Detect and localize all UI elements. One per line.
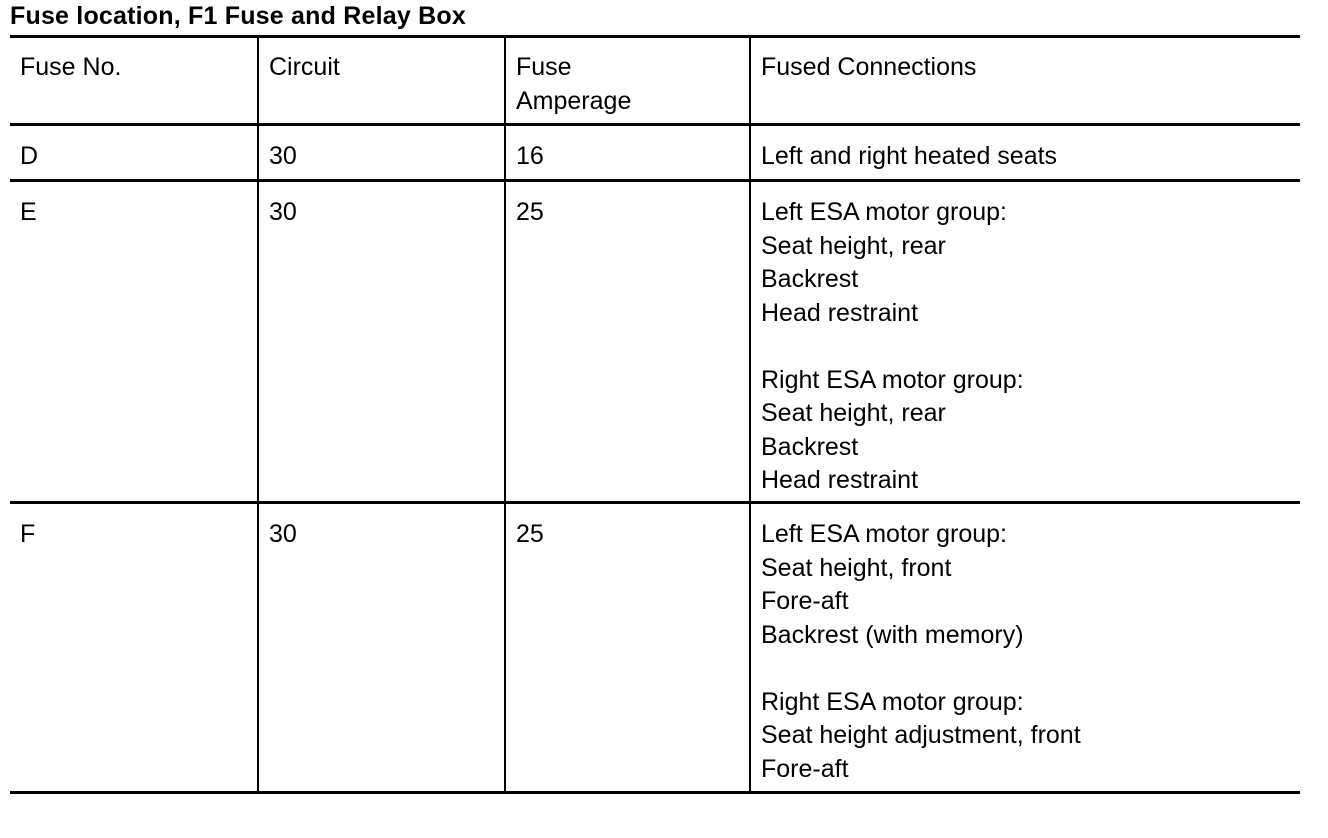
header-fused-connections: Fused Connections [750, 37, 1300, 125]
connection-line: Left ESA motor group: [761, 520, 1007, 548]
cell-connections [750, 503, 1300, 793]
page-title: Fuse location, F1 Fuse and Relay Box [10, 2, 466, 30]
connection-line: Backrest [761, 432, 859, 461]
table-header-row [10, 37, 1300, 125]
connection-line: Right ESA motor group: [761, 687, 1024, 716]
cell-circuit: 30 [258, 125, 505, 181]
connection-line: Fore-aft [761, 754, 849, 783]
connection-line: Head restraint [761, 466, 919, 494]
connection-line: Head restraint [761, 298, 919, 327]
cell-amperage: 16 [505, 125, 750, 181]
connection-line: Right ESA motor group: [761, 365, 1024, 394]
fuse-table [10, 35, 1300, 794]
connection-spacer [761, 330, 1300, 364]
header-fuse-amperage [505, 37, 750, 125]
connection-line: Seat height adjustment, front [761, 721, 1081, 749]
cell-amperage: 25 [505, 181, 750, 503]
connection-spacer [761, 652, 1300, 686]
connection-line: Left ESA motor group: [761, 198, 1007, 226]
cell-fuse-no: D [10, 125, 258, 181]
connection-line: Seat height, front [761, 553, 952, 582]
connection-line: Backrest (with memory) [761, 620, 1024, 649]
table-row [10, 125, 1300, 181]
connection-line: Left and right heated seats [761, 142, 1058, 170]
cell-circuit: 30 [258, 181, 505, 503]
cell-circuit: 30 [258, 503, 505, 793]
header-fuse-amperage-line1: Fuse [516, 53, 572, 81]
connection-line: Backrest [761, 265, 859, 293]
header-fuse-no: Fuse No. [10, 37, 258, 125]
connection-line: Fore-aft [761, 587, 849, 615]
connection-line: Seat height, rear [761, 231, 946, 260]
cell-fuse-no: E [10, 181, 258, 503]
cell-amperage: 25 [505, 503, 750, 793]
connection-line: Seat height, rear [761, 399, 946, 427]
cell-connections [750, 181, 1300, 503]
table-row [10, 503, 1300, 793]
cell-fuse-no: F [10, 503, 258, 793]
cell-connections [750, 125, 1300, 181]
table-row [10, 181, 1300, 503]
header-fuse-amperage-line2: Amperage [516, 86, 632, 115]
header-circuit: Circuit [258, 37, 505, 125]
